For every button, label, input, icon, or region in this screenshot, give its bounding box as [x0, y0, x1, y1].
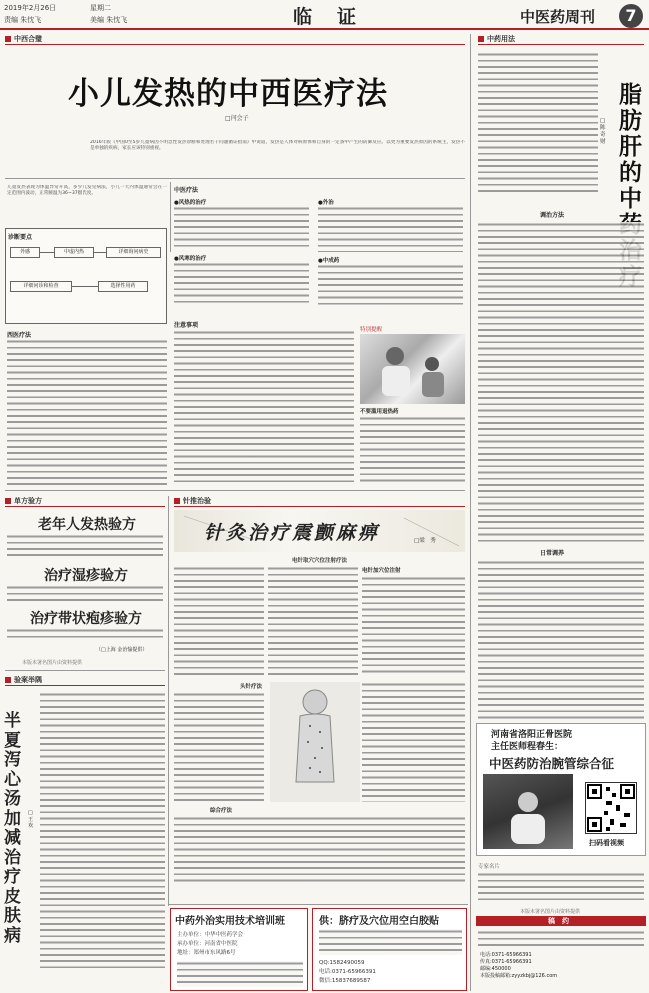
right-subhead: 调治方法 [540, 212, 565, 219]
tcm-head: ●风热的治疗 [174, 200, 207, 206]
col-rule [170, 182, 171, 252]
western-label: 西医疗法 [7, 332, 32, 339]
square-bullet-icon [478, 36, 484, 42]
acup-body-text [268, 566, 358, 676]
tg-contacts [480, 952, 646, 980]
ad-hospital: 河南省洛阳正骨医院 [491, 730, 573, 740]
tg-line: 传真:0371-65966391 [480, 959, 532, 965]
footer-note: 本版未署名图片由资料提供 [520, 909, 581, 915]
remedy-title: 治疗带状疱疹验方 [30, 611, 142, 627]
ad-photo [483, 774, 573, 849]
article-title: 小儿发热的中西医疗法 [68, 76, 388, 112]
tcm-body-text [318, 206, 463, 252]
section-rule [5, 44, 465, 45]
page-number-badge: 7 [619, 4, 643, 28]
tcm-body-text [318, 264, 463, 309]
right-subhead: 日常调养 [540, 550, 565, 557]
hospital-ad [476, 723, 646, 856]
divider [5, 178, 465, 179]
section-label-zhongyao: 中药用法 [478, 34, 515, 44]
side-note: 本版未署名图片由资料提供 [22, 660, 83, 666]
arrow-line [40, 252, 54, 253]
arrow-line [72, 286, 98, 287]
diag-box: 中虚内热 [54, 247, 94, 258]
acup-title: 针灸治疗震颤麻痹 [204, 522, 381, 544]
remedy-text [7, 585, 163, 603]
diag-label: 诊断要点 [8, 234, 33, 241]
arrow-line [94, 252, 106, 253]
tcm-label: 中医疗法 [174, 187, 199, 194]
tcm-body-text [174, 206, 309, 250]
col-rule [470, 34, 471, 991]
remedy-text [7, 628, 163, 642]
tg-label: 稿 约 [548, 917, 569, 925]
section-rule [5, 685, 165, 686]
person-photo-icon [483, 774, 573, 849]
remedy-author: （□上海 金治愉提供） [96, 647, 148, 653]
ad-director: 主任医师程春生： [491, 742, 564, 752]
notes-body-text [174, 330, 354, 482]
acup-body-text [174, 816, 465, 886]
divider [5, 670, 165, 671]
acup-subhead: 综合疗法 [210, 808, 233, 814]
editor-credit: 责编 朱忱飞 [4, 16, 42, 24]
diagnosis-chart [5, 228, 167, 324]
acup-body-text [362, 576, 465, 676]
issue-weekday: 星期二 [90, 4, 111, 12]
acup-subhead: 电针加穴位注射 [362, 568, 401, 574]
qr-label: 扫码看视频 [589, 839, 624, 847]
diag-box: 详细询问病史 [106, 247, 161, 258]
tg-line: 本版投稿邮箱:zyyzkbj@126.com [480, 973, 558, 979]
acup-byline: □梁 秀 [414, 538, 436, 544]
qr-code[interactable] [585, 782, 637, 834]
issue-date: 2019年2月26日 [4, 4, 57, 12]
diag-box: 外感 [10, 247, 40, 258]
image-label: 特别提醒 [360, 327, 383, 333]
acup-body-text [174, 566, 264, 676]
ad-title: 中医药防治腕管综合征 [489, 756, 615, 771]
designer-credit: 美编 朱忱飞 [90, 16, 128, 24]
right-body-text-2 [478, 560, 644, 720]
tg-line: 邮编:450000 [480, 966, 511, 972]
banner-text [177, 961, 303, 987]
right-article-title: 脂肪肝的中 [619, 81, 642, 212]
section-label-yanan: 验案举隅 [5, 675, 42, 685]
right-intro-text [478, 52, 598, 192]
section-label-zhentui: 针推治验 [174, 496, 211, 506]
verify-title: 半夏泻心汤加减治疗皮肤病 [4, 711, 21, 946]
tg-line: 电话:0371-65966391 [480, 952, 532, 958]
col-rule [168, 496, 169, 906]
notes-label: 注意事项 [174, 322, 199, 329]
human-figure-icon [270, 682, 360, 802]
divider [5, 490, 465, 491]
tcm-head: ●中成药 [318, 258, 340, 264]
square-bullet-icon [5, 677, 11, 683]
banner-lines [177, 931, 243, 958]
banner-title: 中药外治实用技术培训班 [175, 916, 285, 927]
header-rule [0, 28, 649, 30]
remedy-text [7, 534, 163, 560]
remedy-title: 老年人发热验方 [38, 517, 136, 533]
right-body-text [478, 222, 644, 542]
section-rule [5, 506, 165, 507]
training-banner [170, 908, 308, 991]
verify-body-text [40, 692, 165, 972]
western-body-text [7, 339, 167, 489]
divider [168, 904, 468, 905]
tg-body-text [478, 930, 644, 950]
acup-body-text [362, 682, 465, 802]
caption-body-text [360, 416, 465, 482]
banner-line: 承办单位：河南省中医院 [177, 941, 238, 947]
newspaper-name: 中医药周刊 [520, 8, 596, 26]
square-bullet-icon [5, 498, 11, 504]
article-byline: □闫会子 [225, 115, 249, 122]
section-label-zhongxi: 中西合璧 [5, 34, 42, 44]
diag-box: 详细问诊和检查 [10, 281, 72, 292]
qr-code-icon [586, 783, 636, 833]
square-bullet-icon [174, 498, 180, 504]
tcm-head: ●外治 [318, 200, 334, 206]
square-bullet-icon [5, 36, 11, 42]
banner-text [319, 929, 462, 955]
section-rule [174, 506, 465, 507]
acup-body-text [174, 692, 264, 802]
article-intro: 2016年版《中国0至5岁儿童病因不明急性发热诊断和处理若干问题循证指南》中说道，发热是人体对病原体和自身的一定条中产生的防御反应。以更为重要发热原因的系统主，发热不是单独的疾病，家长应该特别重视。 [90, 140, 465, 152]
page-section-title: 临 证 [293, 6, 360, 28]
section-rule [478, 44, 644, 45]
diag-box: 选择性用药 [98, 281, 148, 292]
expert-label: 专家名片 [478, 864, 501, 870]
acup-banner [174, 510, 465, 552]
banner-lines [319, 959, 376, 986]
banner-line: 主办单位：中华中医药学会 [177, 932, 244, 938]
banner-line: 地址：郑州市东风路6号 [177, 950, 236, 956]
doctor-photo-icon [360, 334, 465, 404]
acup-subhead: 头针疗法 [240, 684, 263, 690]
banner-line: 微信:15837689587 [319, 978, 371, 984]
sub-note: 儿童发热表现为体温异常升高，多少儿发见病法，小儿一天内体温通常会在一定范围内波动，正常腋温为36~37摄氏度。 [7, 185, 167, 197]
banner-title: 供：脐疗及穴位用空白胶贴 [319, 916, 439, 927]
remedy-title: 治疗湿疹验方 [44, 568, 128, 584]
patch-banner [312, 908, 467, 991]
acupuncture-figure [270, 682, 360, 802]
verify-byline: □王 欢 [28, 810, 39, 829]
image-caption: 不要滥用退热药 [360, 409, 399, 415]
banner-line: 电话:0371-65966391 [319, 969, 376, 975]
section-label-danfang: 单方验方 [5, 496, 42, 506]
expert-text [478, 872, 644, 904]
right-byline: □陈奇财 [600, 118, 606, 145]
tcm-body-text [174, 262, 309, 307]
doctor-photo [360, 334, 465, 404]
tcm-head: ●风寒的治疗 [174, 256, 207, 262]
banner-line: QQ:1582490059 [319, 960, 365, 966]
acup-subhead: 电针取穴穴位注射疗法 [291, 558, 347, 564]
